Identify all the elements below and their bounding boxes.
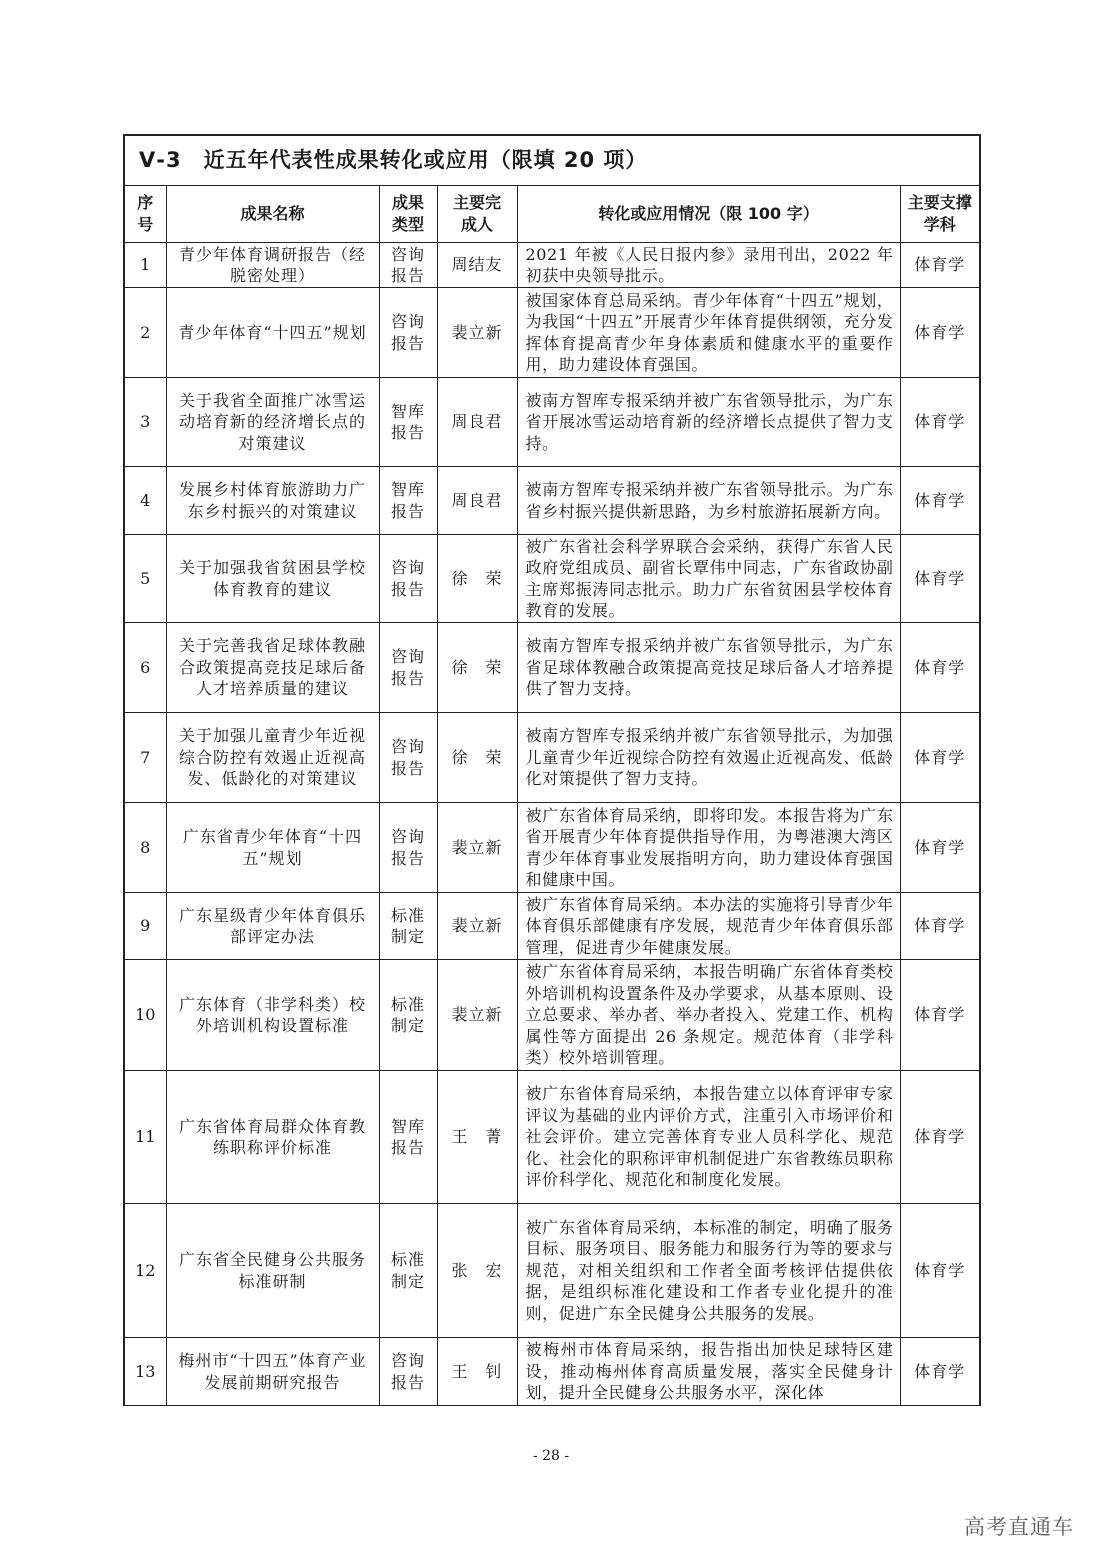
cell-no: 4 bbox=[124, 467, 166, 535]
cell-person: 裴立新 bbox=[437, 893, 517, 960]
cell-name: 广东体育（非学科类）校外培训机构设置标准 bbox=[166, 960, 379, 1071]
cell-no: 1 bbox=[124, 243, 166, 288]
cell-name: 青少年体育调研报告（经脱密处理） bbox=[166, 243, 379, 288]
cell-name: 广东省青少年体育“十四五”规划 bbox=[166, 803, 379, 893]
cell-name: 青少年体育“十四五”规划 bbox=[166, 288, 379, 378]
table-row bbox=[124, 288, 980, 378]
table-row bbox=[124, 467, 980, 535]
cell-desc: 被梅州市体育局采纳，报告指出加快足球特区建设，推动梅州体育高质量发展，落实全民健身计划，提升全民健身公共服务水平，深化体 bbox=[517, 1338, 900, 1406]
cell-type: 咨询报告 bbox=[379, 803, 437, 893]
cell-person: 周结友 bbox=[437, 243, 517, 288]
cell-subject: 体育学 bbox=[900, 713, 980, 803]
table-row bbox=[124, 1204, 980, 1338]
cell-person: 张 宏 bbox=[437, 1204, 517, 1338]
header-subject: 主要支撑学科 bbox=[900, 186, 980, 243]
header-name: 成果名称 bbox=[166, 186, 379, 243]
cell-person: 徐 荣 bbox=[437, 623, 517, 713]
cell-type: 咨询报告 bbox=[379, 623, 437, 713]
cell-subject: 体育学 bbox=[900, 893, 980, 960]
cell-person: 周良君 bbox=[437, 467, 517, 535]
cell-no: 5 bbox=[124, 535, 166, 623]
cell-person: 裴立新 bbox=[437, 803, 517, 893]
cell-no: 6 bbox=[124, 623, 166, 713]
cell-type: 标准制定 bbox=[379, 1204, 437, 1338]
cell-no: 2 bbox=[124, 288, 166, 378]
cell-subject: 体育学 bbox=[900, 1071, 980, 1204]
cell-person: 裴立新 bbox=[437, 288, 517, 378]
cell-no: 3 bbox=[124, 378, 166, 467]
table-row bbox=[124, 713, 980, 803]
cell-name: 关于加强儿童青少年近视综合防控有效遏止近视高发、低龄化的对策建议 bbox=[166, 713, 379, 803]
cell-subject: 体育学 bbox=[900, 623, 980, 713]
cell-type: 智库报告 bbox=[379, 467, 437, 535]
cell-subject: 体育学 bbox=[900, 243, 980, 288]
header-type: 成果类型 bbox=[379, 186, 437, 243]
cell-person: 周良君 bbox=[437, 378, 517, 467]
cell-name: 广东星级青少年体育俱乐部评定办法 bbox=[166, 893, 379, 960]
table-row bbox=[124, 893, 980, 960]
cell-no: 7 bbox=[124, 713, 166, 803]
table-title: Ⅴ-3 近五年代表性成果转化或应用（限填 20 项） bbox=[124, 135, 980, 186]
cell-desc: 被南方智库专报采纳并被广东省领导批示，为加强儿童青少年近视综合防控有效遏止近视高发、低龄化对策提供了智力支持。 bbox=[517, 713, 900, 803]
cell-subject: 体育学 bbox=[900, 467, 980, 535]
cell-name: 关于加强我省贫困县学校体育教育的建议 bbox=[166, 535, 379, 623]
cell-person: 徐 荣 bbox=[437, 535, 517, 623]
cell-type: 智库报告 bbox=[379, 378, 437, 467]
cell-type: 咨询报告 bbox=[379, 713, 437, 803]
table-title-row bbox=[124, 135, 980, 186]
cell-type: 咨询报告 bbox=[379, 243, 437, 288]
cell-subject: 体育学 bbox=[900, 960, 980, 1071]
cell-no: 12 bbox=[124, 1204, 166, 1338]
cell-desc: 被广东省体育局采纳，即将印发。本报告将为广东省开展青少年体育提供指导作用，为粤港澳大湾区青少年体育事业发展指明方向，助力建设体育强国和健康中国。 bbox=[517, 803, 900, 893]
table-row bbox=[124, 1071, 980, 1204]
table-row bbox=[124, 535, 980, 623]
cell-type: 咨询报告 bbox=[379, 535, 437, 623]
achievements-table bbox=[123, 134, 981, 1406]
cell-name: 发展乡村体育旅游助力广东乡村振兴的对策建议 bbox=[166, 467, 379, 535]
cell-desc: 被广东省体育局采纳，本标准的制定，明确了服务目标、服务项目、服务能力和服务行为等的要求与规范，对相关组织和工作者全面考核评估提供依据，是组织标准化建设和工作者专业化提升的准则，促进广东全民健身公共服务的发展。 bbox=[517, 1204, 900, 1338]
cell-desc: 被广东省体育局采纳。本办法的实施将引导青少年体育俱乐部健康有序发展，规范青少年体育俱乐部管理，促进青少年健康发展。 bbox=[517, 893, 900, 960]
table-row bbox=[124, 623, 980, 713]
cell-name: 关于完善我省足球体教融合政策提高竞技足球后备人才培养质量的建议 bbox=[166, 623, 379, 713]
table-row bbox=[124, 243, 980, 288]
cell-no: 9 bbox=[124, 893, 166, 960]
cell-desc: 被南方智库专报采纳并被广东省领导批示，为广东省足球体教融合政策提高竞技足球后备人才培养提供了智力支持。 bbox=[517, 623, 900, 713]
table-row bbox=[124, 1338, 980, 1406]
cell-type: 智库报告 bbox=[379, 1071, 437, 1204]
cell-no: 13 bbox=[124, 1338, 166, 1406]
cell-desc: 被广东省社会科学界联合会采纳，获得广东省人民政府党组成员、副省长覃伟中同志，广东省政协副主席郑振涛同志批示。助力广东省贫困县学校体育教育的发展。 bbox=[517, 535, 900, 623]
header-desc: 转化或应用情况（限 100 字） bbox=[517, 186, 900, 243]
cell-subject: 体育学 bbox=[900, 288, 980, 378]
cell-no: 10 bbox=[124, 960, 166, 1071]
cell-type: 标准制定 bbox=[379, 960, 437, 1071]
cell-desc: 被南方智库专报采纳并被广东省领导批示，为广东省开展冰雪运动培育新的经济增长点提供了智力支持。 bbox=[517, 378, 900, 467]
cell-subject: 体育学 bbox=[900, 535, 980, 623]
cell-name: 广东省全民健身公共服务标准研制 bbox=[166, 1204, 379, 1338]
cell-desc: 被广东省体育局采纳，本报告建立以体育评审专家评议为基础的业内评价方式，注重引入市场评价和社会评价。建立完善体育专业人员科学化、规范化、社会化的职称评审机制促进广东省教练员职称评价科学化、规范化和制度化发展。 bbox=[517, 1071, 900, 1204]
cell-subject: 体育学 bbox=[900, 1338, 980, 1406]
table-row bbox=[124, 960, 980, 1071]
cell-person: 王 钊 bbox=[437, 1338, 517, 1406]
cell-desc: 2021 年被《人民日报内参》录用刊出，2022 年初获中央领导批示。 bbox=[517, 243, 900, 288]
page-number: - 28 - bbox=[532, 1448, 570, 1464]
table-row bbox=[124, 803, 980, 893]
cell-subject: 体育学 bbox=[900, 803, 980, 893]
cell-name: 关于我省全面推广冰雪运动培育新的经济增长点的对策建议 bbox=[166, 378, 379, 467]
header-person: 主要完成人 bbox=[437, 186, 517, 243]
table-row bbox=[124, 378, 980, 467]
cell-person: 王 菁 bbox=[437, 1071, 517, 1204]
watermark: 高考直通车 bbox=[964, 1515, 1074, 1539]
cell-no: 11 bbox=[124, 1071, 166, 1204]
table-header-row bbox=[124, 186, 980, 243]
cell-type: 咨询报告 bbox=[379, 288, 437, 378]
cell-person: 裴立新 bbox=[437, 960, 517, 1071]
cell-desc: 被广东省体育局采纳，本报告明确广东省体育类校外培训机构设置条件及办学要求，从基本原则、设立总要求、举办者、举办者投入、党建工作、机构属性等方面提出 26 条规定。规范体育（非学科类）校外培训管理。 bbox=[517, 960, 900, 1071]
cell-subject: 体育学 bbox=[900, 378, 980, 467]
cell-desc: 被国家体育总局采纳。青少年体育“十四五”规划，为我国“十四五”开展青少年体育提供纲领，充分发挥体育提高青少年身体素质和健康水平的重要作用，助力建设体育强国。 bbox=[517, 288, 900, 378]
cell-name: 广东省体育局群众体育教练职称评价标准 bbox=[166, 1071, 379, 1204]
header-no: 序号 bbox=[124, 186, 166, 243]
cell-type: 咨询报告 bbox=[379, 1338, 437, 1406]
cell-name: 梅州市“十四五”体育产业发展前期研究报告 bbox=[166, 1338, 379, 1406]
cell-desc: 被南方智库专报采纳并被广东省领导批示。为广东省乡村振兴提供新思路，为乡村旅游拓展新方向。 bbox=[517, 467, 900, 535]
cell-person: 徐 荣 bbox=[437, 713, 517, 803]
cell-subject: 体育学 bbox=[900, 1204, 980, 1338]
cell-no: 8 bbox=[124, 803, 166, 893]
cell-type: 标准制定 bbox=[379, 893, 437, 960]
